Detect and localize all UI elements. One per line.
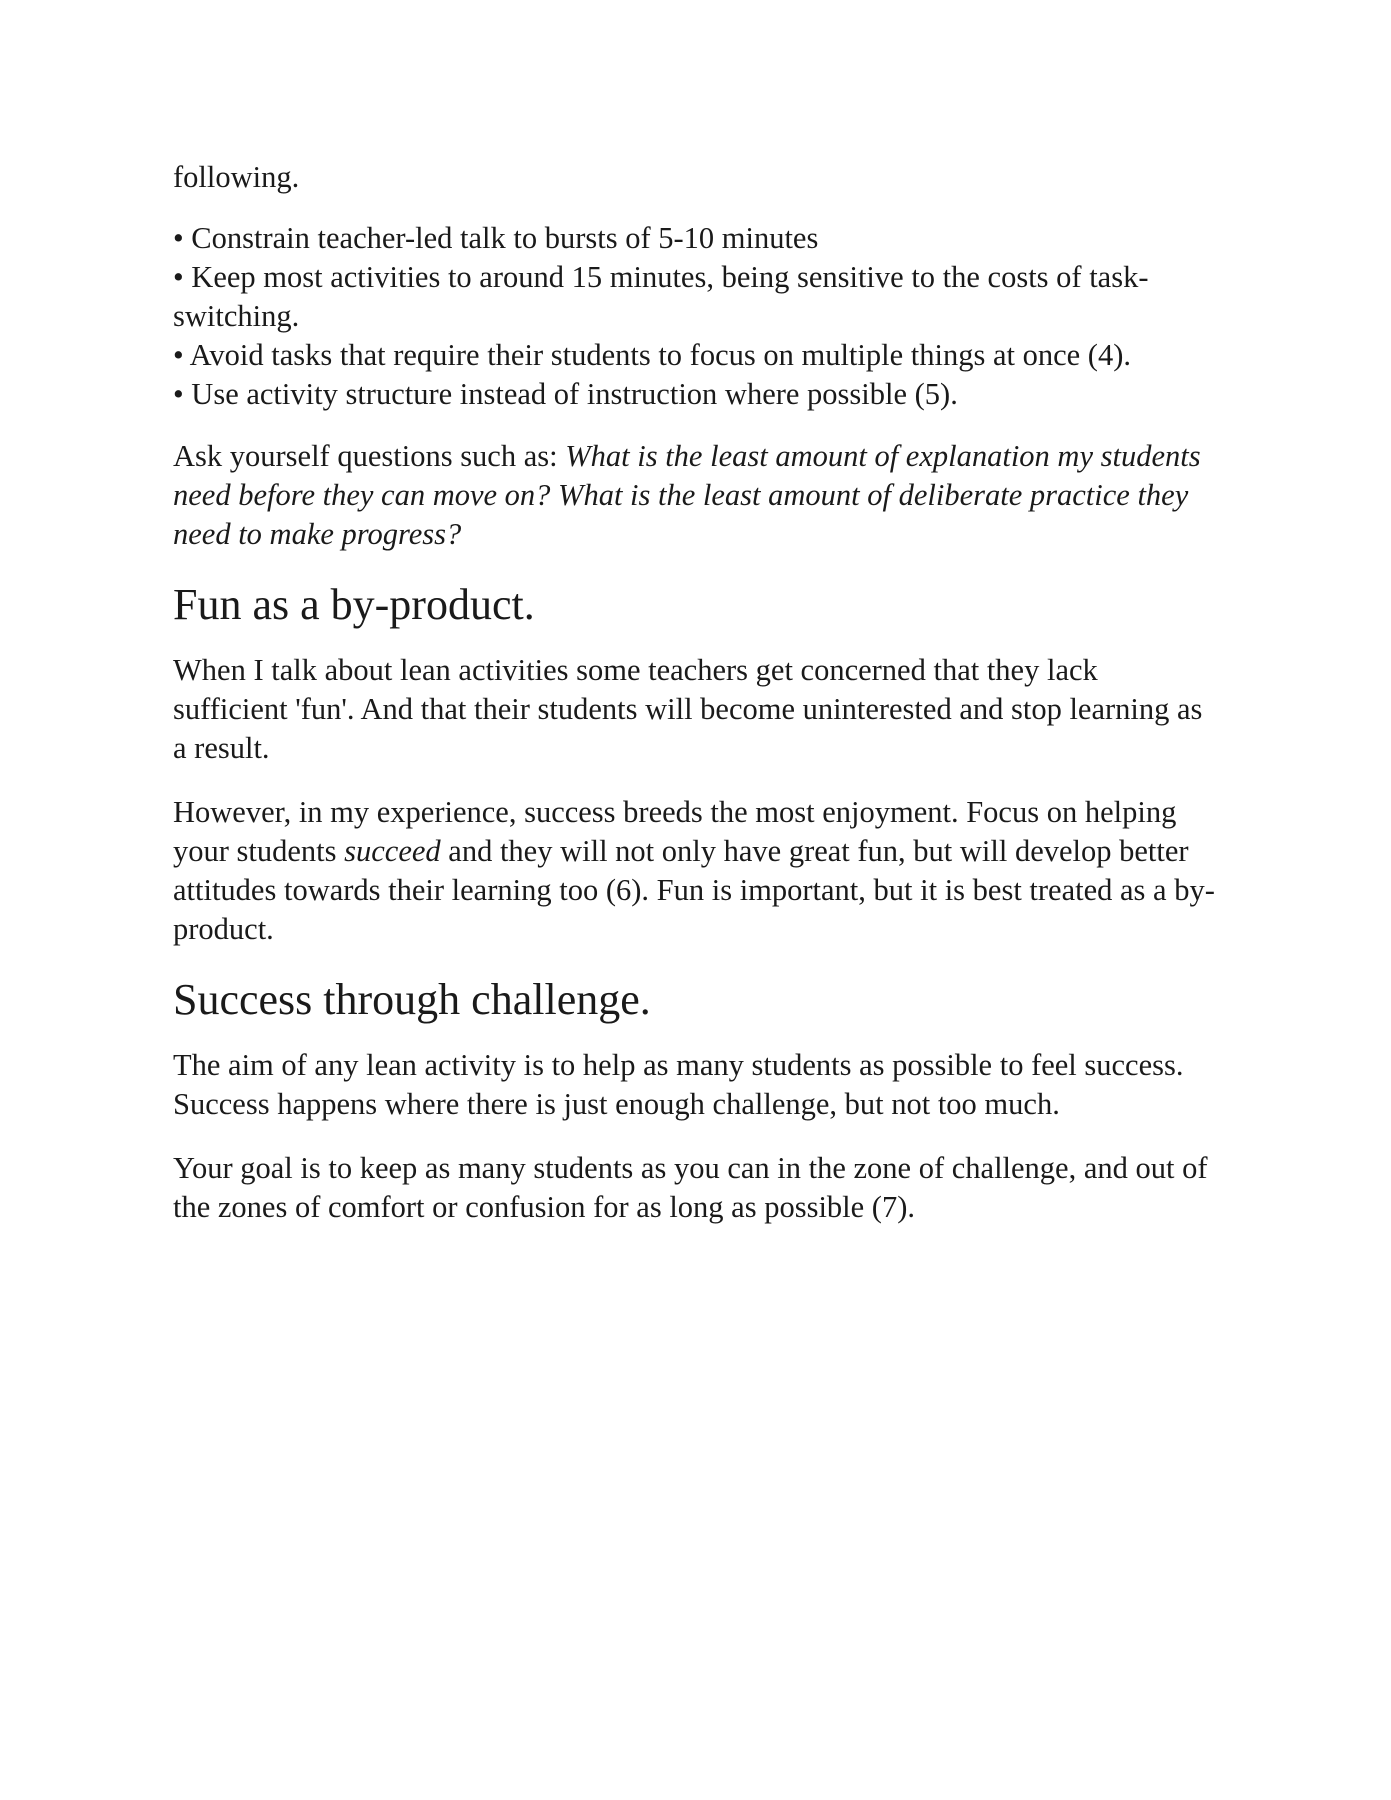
challenge-paragraph-1: The aim of any lean activity is to help as many students as possible to feel success. Success happens where there is just enough challenge, but not too much.: [173, 1048, 1184, 1121]
ask-yourself-paragraph: [173, 437, 1218, 554]
fun-para2-after: and they will not only have great fun, but will develop better attitudes towards their learning too (6). Fun is important, but it is best treated as a by-product.: [173, 834, 1215, 946]
bullet-item: • Use activity structure instead of instruction where possible (5).: [173, 377, 958, 411]
ask-prefix: Ask yourself questions such as:: [173, 439, 566, 473]
fun-para2-italic: succeed: [344, 834, 441, 868]
challenge-paragraph-2: Your goal is to keep as many students as you can in the zone of challenge, and out of the zones of comfort or confusion for as long as possible (7).: [173, 1151, 1208, 1224]
fun-para2-before: However, in my experience, success breeds the most enjoyment. Focus on helping your students: [173, 795, 1177, 868]
bullet-item: • Constrain teacher-led talk to bursts of 5-10 minutes: [173, 221, 819, 255]
heading-challenge: Success through challenge.: [173, 975, 651, 1024]
intro-fragment: following.: [173, 160, 300, 194]
fun-paragraph-2: [173, 793, 1218, 949]
bullet-list: [173, 219, 1218, 414]
heading-fun: Fun as a by-product.: [173, 580, 535, 629]
bullet-item: • Keep most activities to around 15 minutes, being sensitive to the costs of task-switching.: [173, 260, 1149, 333]
fun-paragraph-1: When I talk about lean activities some teachers get concerned that they lack sufficient 'fun'. And that their students will become uninterested and stop learning as a result.: [173, 653, 1203, 765]
document-page: [173, 158, 1218, 1252]
ask-questions: What is the least amount of explanation my students need before they can move on? What is the least amount of deliberate practice they need to make progress?: [173, 439, 1201, 551]
bullet-item: • Avoid tasks that require their students to focus on multiple things at once (4).: [173, 338, 1131, 372]
